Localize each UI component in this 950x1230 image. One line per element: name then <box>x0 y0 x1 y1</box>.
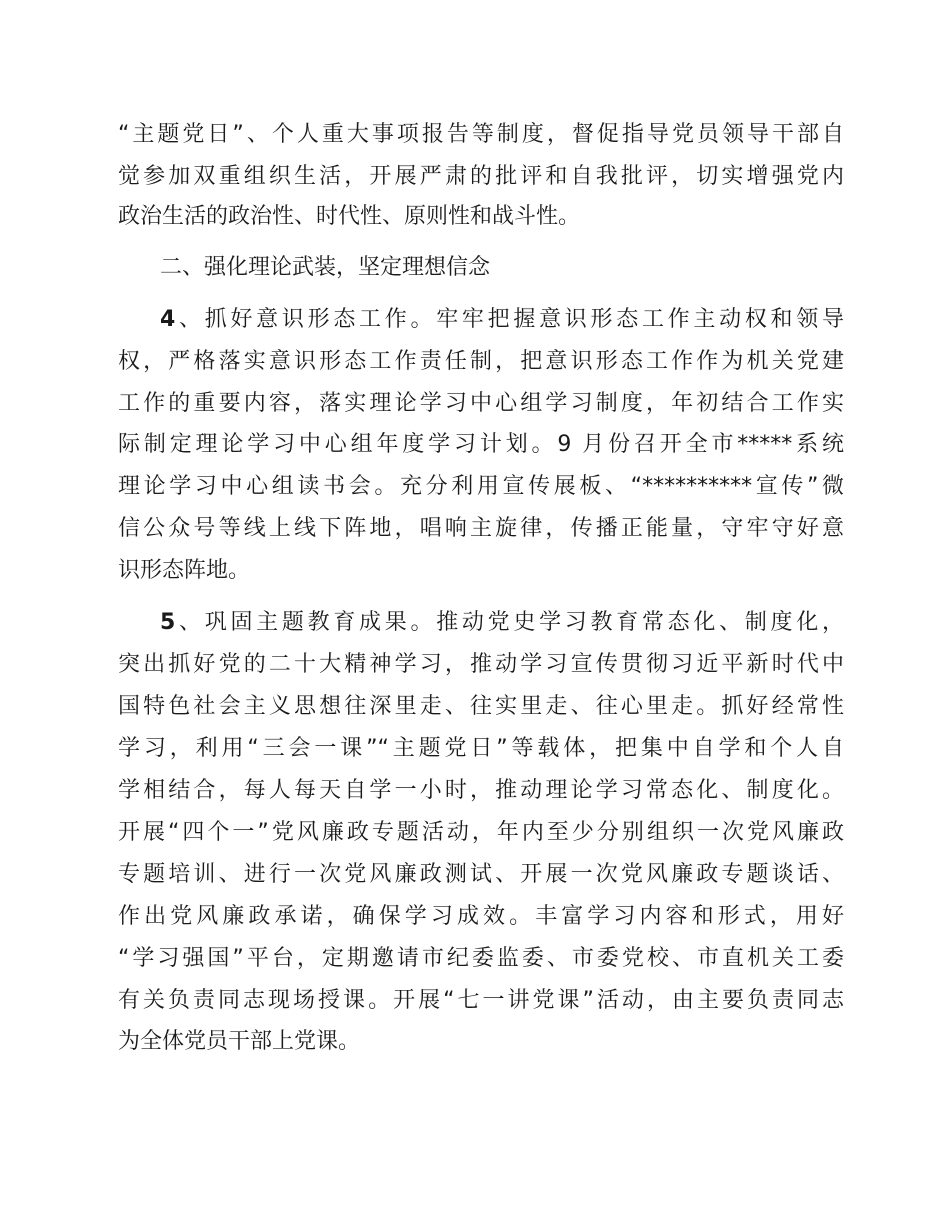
paragraph-line: 权，严格落实意识形态工作责任制，把意识形态工作作为机关党建 <box>118 349 844 374</box>
paragraph-line: 国特色社会主义思想往深里走、往实里走、往心里走。抓好经常性 <box>118 694 844 719</box>
paragraph-line: 识形态阵地。 <box>118 558 251 583</box>
paragraph-line: 学习，利用“三会一课”“主题党日”等载体，把集中自学和个人自 <box>118 736 844 761</box>
paragraph-line: 学相结合，每人每天自学一小时，推动理论学习常态化、制度化。 <box>118 778 844 803</box>
paragraph-line-text: 、抓好意识形态工作。牢牢把握意识形态工作主动权和领导 <box>175 307 844 332</box>
section-heading: 二、强化理论武装，坚定理想信念 <box>160 255 491 280</box>
paragraph-line-text: 、巩固主题教育成果。推动党史学习教育常态化、制度化， <box>175 610 844 635</box>
paragraph-line: 突出抓好党的二十大精神学习，推动学习宣传贯彻习近平新时代中 <box>118 652 844 677</box>
paragraph-line: 为全体党员干部上党课。 <box>118 1029 361 1054</box>
paragraph-line: 政治生活的政治性、时代性、原则性和战斗性。 <box>118 204 581 229</box>
paragraph-line: 开展“四个一”党风廉政专题活动，年内至少分别组织一次党风廉政 <box>118 820 844 845</box>
paragraph-line: 际制定理论学习中心组年度学习计划。9 月份召开全市*****系统 <box>118 432 844 457</box>
paragraph-line: “学习强国”平台，定期邀请市纪委监委、市委党校、市直机关工委 <box>118 946 844 971</box>
item-5-first-line <box>160 605 844 641</box>
paragraph-line: 专题培训、进行一次党风廉政测试、开展一次党风廉政专题谈话、 <box>118 862 844 887</box>
paragraph-line: 有关负责同志现场授课。开展“七一讲党课”活动，由主要负责同志 <box>118 988 844 1013</box>
item-4-first-line <box>160 302 844 338</box>
paragraph-line: 作出党风廉政承诺，确保学习成效。丰富学习内容和形式，用好 <box>118 904 844 929</box>
paragraph-line: 信公众号等线上线下阵地，唱响主旋律，传播正能量，守牢守好意 <box>118 516 844 541</box>
paragraph-line: 觉参加双重组织生活，开展严肃的批评和自我批评，切实增强党内 <box>118 164 844 189</box>
paragraph-line: 工作的重要内容，落实理论学习中心组学习制度，年初结合工作实 <box>118 391 844 416</box>
item-number: 4 <box>160 307 176 332</box>
item-number: 5 <box>160 610 176 635</box>
paragraph-line: “主题党日”、个人重大事项报告等制度，督促指导党员领导干部自 <box>118 122 844 147</box>
paragraph-line: 理论学习中心组读书会。充分利用宣传展板、“**********宣传”微 <box>118 474 844 499</box>
